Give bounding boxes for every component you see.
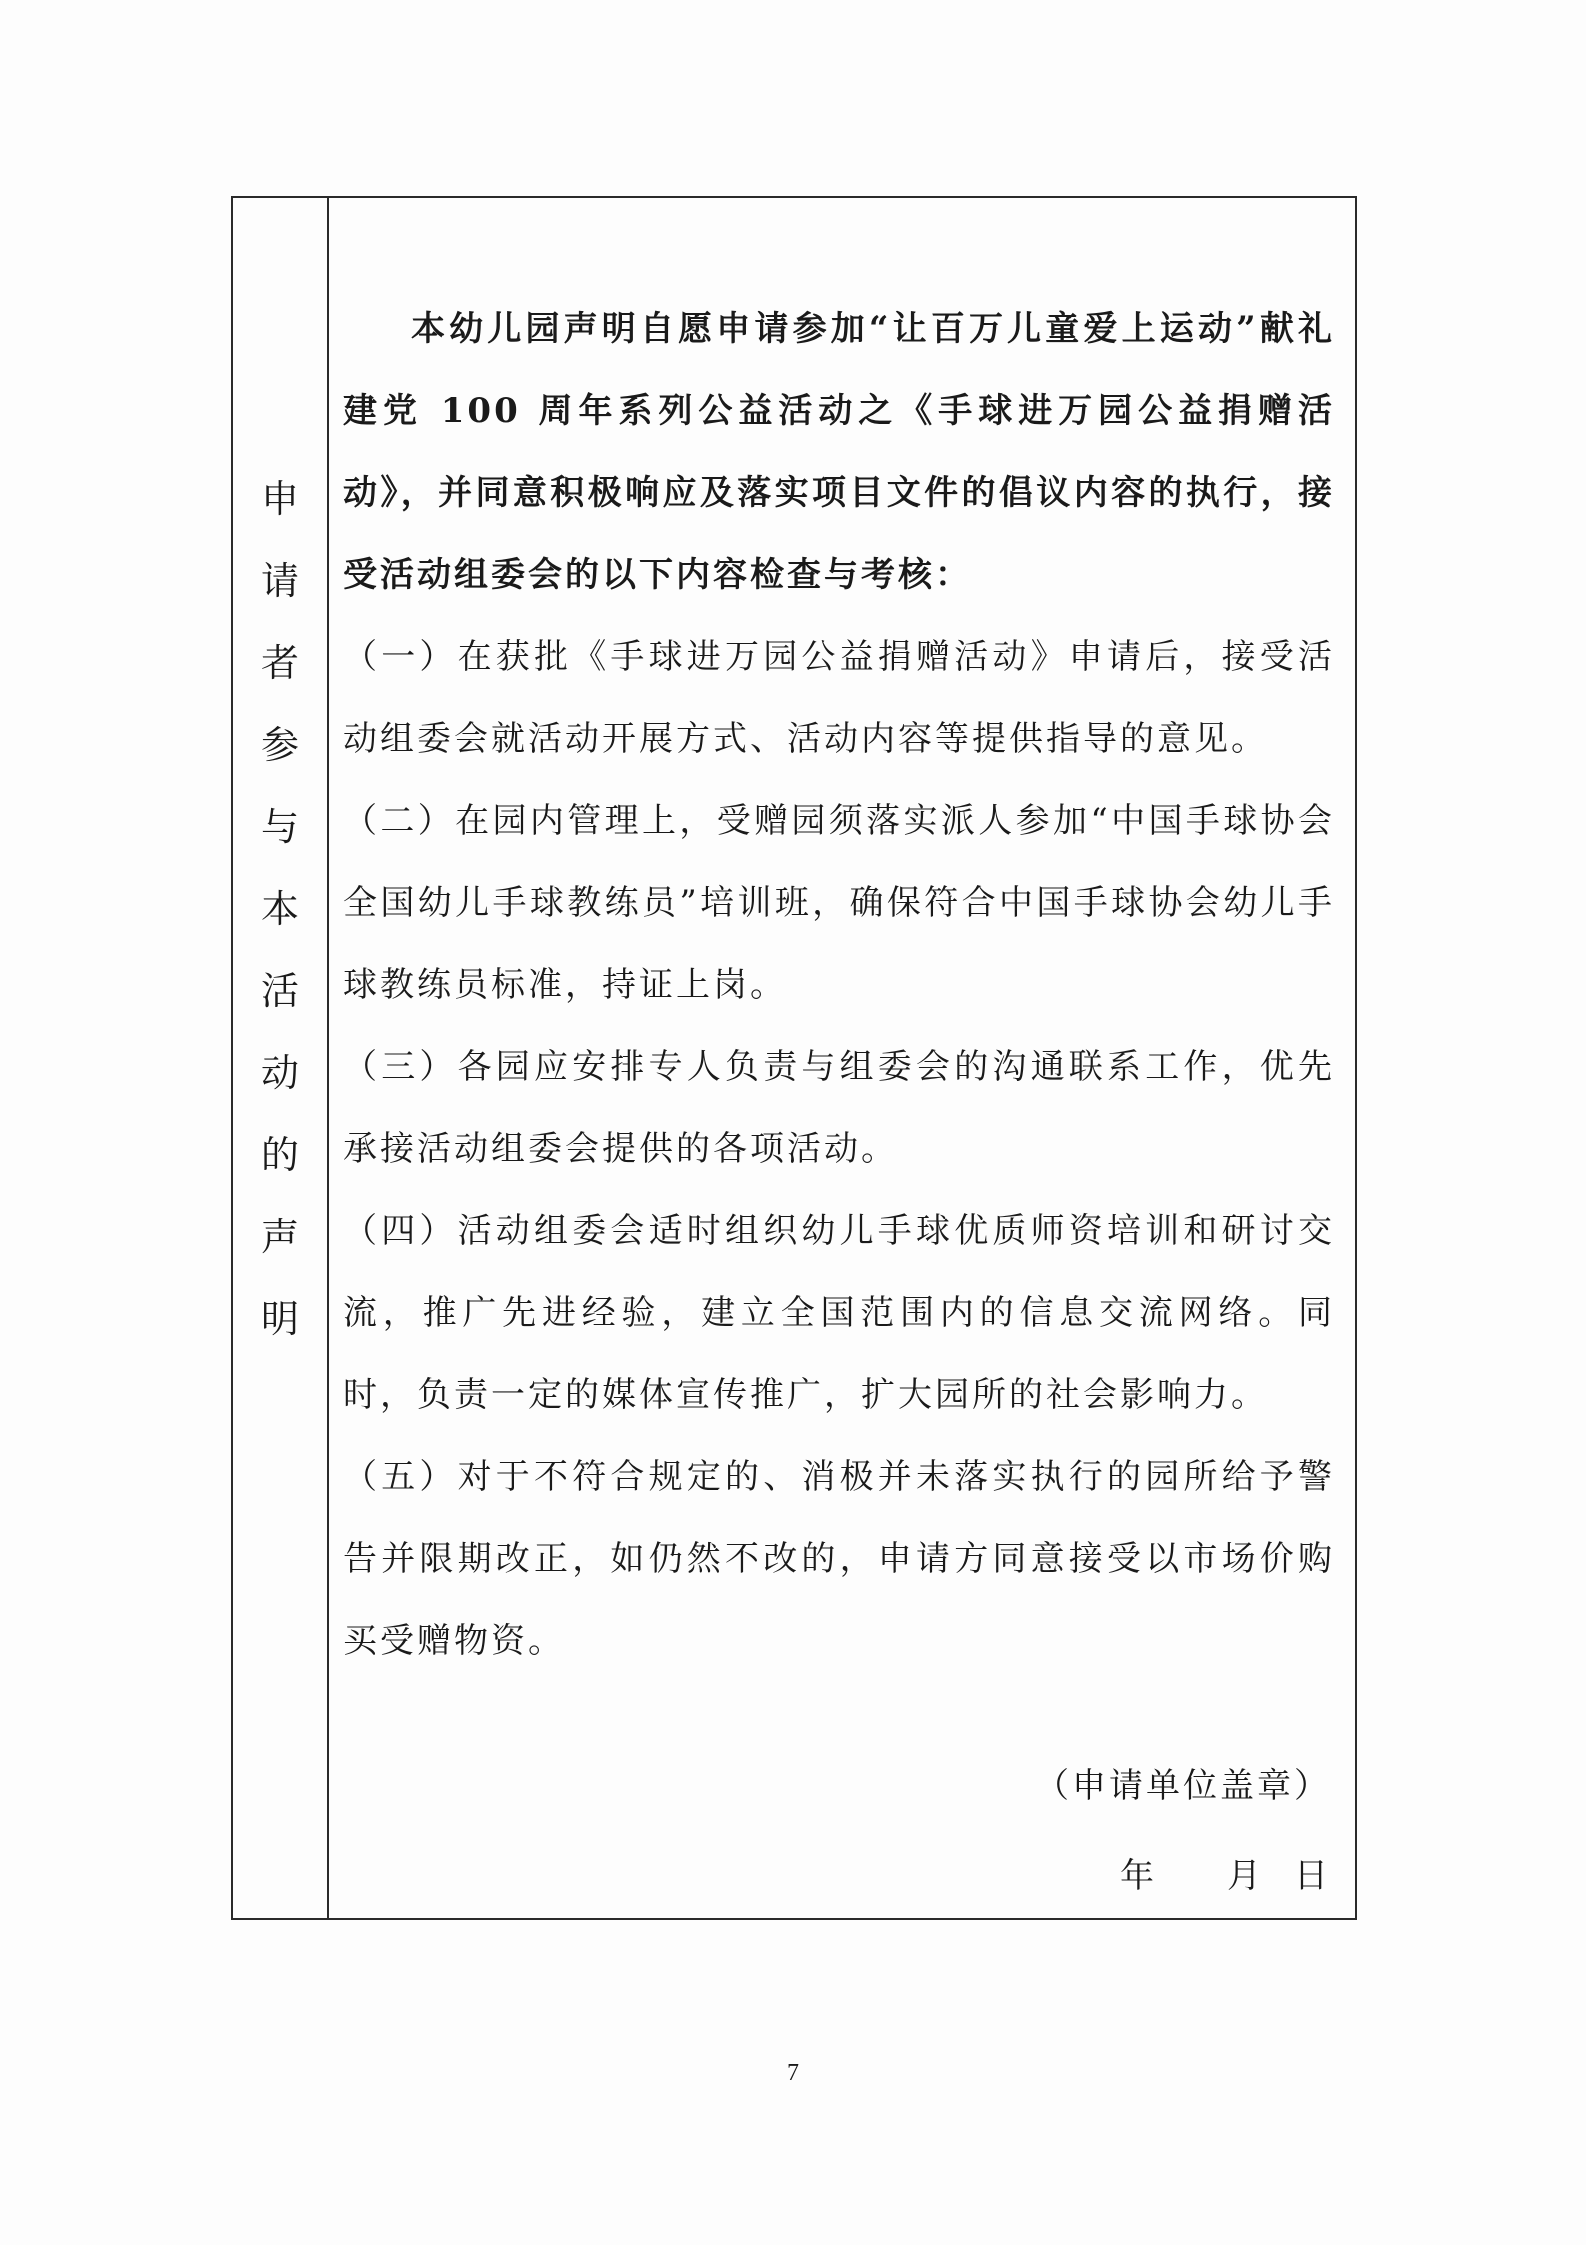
label-char: 的 [260,1133,299,1177]
label-column [233,198,329,1918]
label-char: 者 [260,641,299,685]
label-char: 参 [260,723,299,767]
intro-paragraph: 本幼儿园声明自愿申请参加“让百万儿童爱上运动”献礼建党 100 周年系列公益活动之《手球进万园公益捐赠活动》，并同意积极响应及落实项目文件的倡议内容的执行，接受活动组委会的以下内容检查与考核： [343,309,1335,595]
clause-5: （五）对于不符合规定的、消极并未落实执行的园所给予警告并限期改正，如仍然不改的，申请方同意接受以市场价购买受赠物资。 [343,1457,1335,1661]
label-char: 活 [260,969,299,1013]
seal-note: （申请单位盖章） [1035,1766,1331,1806]
page-number: 7 [787,2060,799,2086]
clause-3: （三）各园应安排专人负责与组委会的沟通联系工作，优先承接活动组委会提供的各项活动。 [343,1047,1335,1169]
declaration-table [231,196,1357,1920]
vertical-label [233,458,327,1360]
label-char: 声 [260,1215,299,1259]
date-month: 月 [1227,1856,1264,1896]
label-char: 与 [260,805,299,849]
label-char: 本 [260,887,299,931]
label-char: 申 [260,477,299,521]
date-day: 日 [1294,1856,1331,1896]
clause-2: （二）在园内管理上，受赠园须落实派人参加“中国手球协会全国幼儿手球教练员”培训班，确保符合中国手球协会幼儿手球教练员标准，持证上岗。 [343,801,1335,1005]
content-column [329,198,1355,1918]
date-line [1120,1848,1331,1897]
clause-1: （一）在获批《手球进万园公益捐赠活动》申请后，接受活动组委会就活动开展方式、活动内容等提供指导的意见。 [343,637,1335,759]
clause-4: （四）活动组委会适时组织幼儿手球优质师资培训和研讨交流，推广先进经验，建立全国范围内的信息交流网络。同时，负责一定的媒体宣传推广，扩大园所的社会影响力。 [343,1211,1335,1415]
declaration-body [343,288,1335,1682]
label-char: 动 [260,1051,299,1095]
label-char: 请 [260,559,299,603]
label-char: 明 [260,1297,299,1341]
date-year: 年 [1120,1856,1157,1896]
